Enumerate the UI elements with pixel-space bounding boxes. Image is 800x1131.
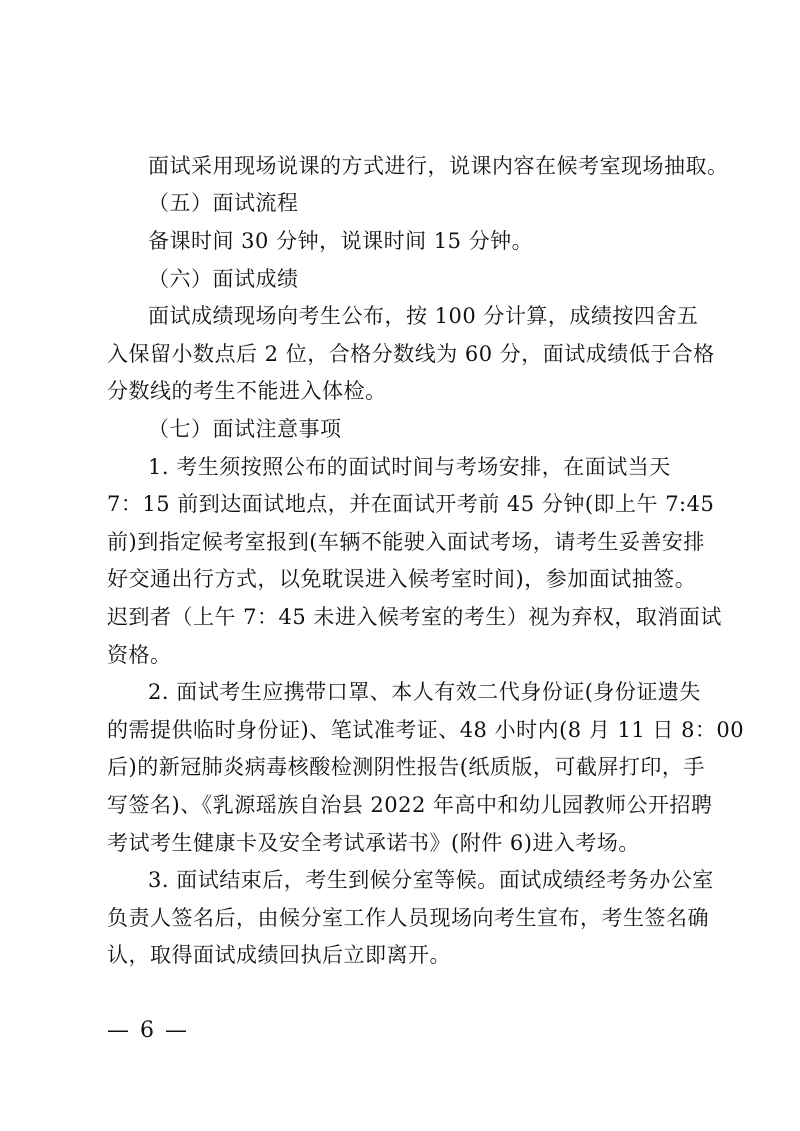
paragraph-line: 考试考生健康卡及安全考试承诺书》(附件 6)进入考场。 xyxy=(107,831,640,855)
paragraph-line: 认，取得面试成绩回执后立即离开。 xyxy=(107,943,451,967)
paragraph-line: 备课时间 30 分钟，说课时间 15 分钟。 xyxy=(148,229,534,253)
paragraph-line: 前)到指定候考室报到(车辆不能驶入面试考场，请考生妥善安排 xyxy=(107,530,705,554)
paragraph-line: 分数线的考生不能进入体检。 xyxy=(107,379,387,403)
section-heading-5: （五）面试流程 xyxy=(148,191,299,215)
paragraph-line: 2. 面试考生应携带口罩、本人有效二代身份证(身份证遗失 xyxy=(148,680,701,704)
paragraph-line: 入保留小数点后 2 位，合格分数线为 60 分，面试成绩低于合格 xyxy=(107,342,715,366)
paragraph-line: 后)的新冠肺炎病毒核酸检测阴性报告(纸质版，可截屏打印，手 xyxy=(107,755,705,779)
page-number: — 6 — xyxy=(107,1018,189,1043)
paragraph-line: 的需提供临时身份证)、笔试准考证、48 小时内(8 月 11 日 8：00 xyxy=(107,718,745,742)
paragraph-line: 好交通出行方式，以免耽误进入候考室时间)，参加面试抽签。 xyxy=(107,567,697,591)
paragraph-line: 面试成绩现场向考生公布，按 100 分计算，成绩按四舍五 xyxy=(148,304,699,328)
paragraph-line: 1. 考生须按照公布的面试时间与考场安排，在面试当天 xyxy=(148,455,671,479)
paragraph-line: 资格。 xyxy=(107,643,172,667)
section-heading-7: （七）面试注意事项 xyxy=(148,417,342,441)
paragraph-line: 3. 面试结束后，考生到候分室等候。面试成绩经考务办公室 xyxy=(148,868,714,892)
paragraph-line: 面试采用现场说课的方式进行，说课内容在候考室现场抽取。 xyxy=(148,154,729,178)
section-heading-6: （六）面试成绩 xyxy=(148,267,299,291)
paragraph-line: 写签名)、《乳源瑶族自治县 2022 年高中和幼儿园教师公开招聘 xyxy=(107,793,713,817)
paragraph-line: 负责人签名后，由候分室工作人员现场向考生宣布，考生签名确 xyxy=(107,906,709,930)
paragraph-line: 迟到者（上午 7：45 未进入候考室的考生）视为弃权，取消面试 xyxy=(107,605,722,629)
paragraph-line: 7：15 前到达面试地点，并在面试开考前 45 分钟(即上午 7:45 xyxy=(107,492,715,516)
